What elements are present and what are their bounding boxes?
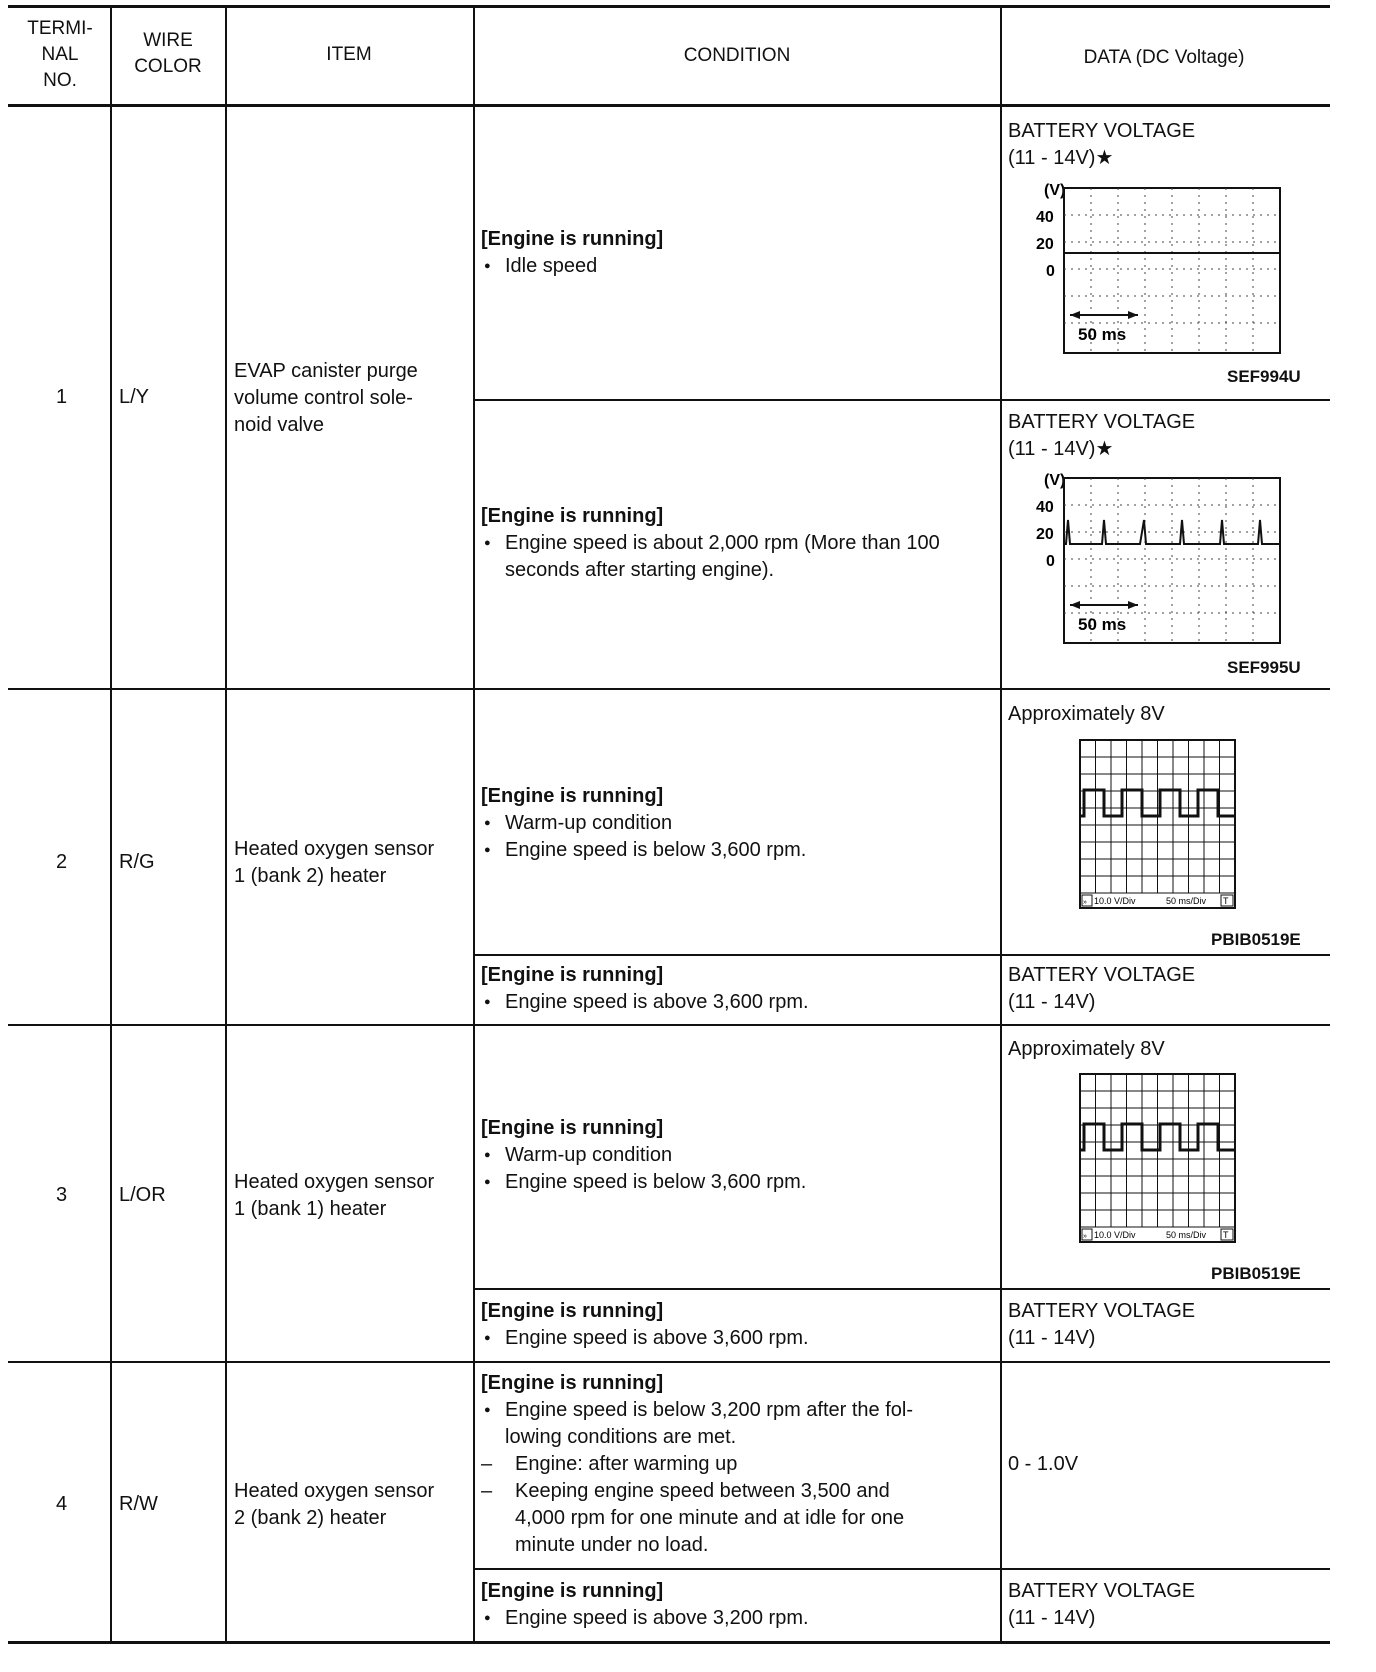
data-2a: Approximately 8V (1008, 703, 1165, 725)
condition-3b: [Engine is running] ● Engine speed is above 3,600 rpm. (481, 1298, 809, 1352)
figure-code-1a: SEF994U (1227, 367, 1301, 386)
item-4: Heated oxygen sensor 2 (bank 2) heater (234, 1480, 435, 1529)
figure-code-3a: PBIB0519E (1211, 1264, 1301, 1283)
rule-row1-split (474, 399, 1330, 401)
terminal-2: 2 (56, 851, 68, 873)
oscilloscope-square-wave-3a (1080, 1074, 1240, 1244)
scope-unit-label: (V) (1044, 472, 1066, 489)
rule-row3-split (474, 1288, 1330, 1290)
col-sep-4 (1000, 5, 1002, 1644)
figure-code-1b: SEF995U (1227, 658, 1301, 677)
scope-tick-40: 40 (1036, 499, 1054, 516)
scope-time-per-div: 50 ms/Div (1166, 896, 1207, 906)
terminal-1: 1 (56, 386, 68, 408)
oscilloscope-trace-1b (1030, 470, 1285, 650)
col-sep-3 (473, 5, 475, 1644)
scope-trigger-label: T (1223, 896, 1229, 906)
condition-4a: [Engine is running] ● Engine speed is below 3,200 rpm after the fol- lowing conditions are met. – Engine: after warming up – Keeping engine speed between 3,500 and 4,000 rpm for one minute and at idle for one minute under no load. (481, 1370, 913, 1559)
condition-1a: [Engine is running] ● Idle speed (481, 226, 663, 280)
wire-2: R/G (119, 851, 155, 873)
header-data: DATA (DC Voltage) (1083, 47, 1245, 68)
oscilloscope-trace-1a (1030, 180, 1285, 360)
scope-tick-20: 20 (1036, 236, 1054, 253)
terminal-3: 3 (56, 1184, 68, 1206)
col-sep-2 (225, 5, 227, 1644)
scope-timebase: 50 ms (1078, 615, 1127, 634)
scope-unit-label: (V) (1044, 182, 1066, 199)
scope-tick-0: 0 (1046, 263, 1055, 280)
rule-row2-split (474, 954, 1330, 956)
rule-header-bottom (8, 104, 1330, 107)
scope-tick-20: 20 (1036, 526, 1054, 543)
scope-timebase: 50 ms (1078, 325, 1127, 344)
svg-text:»: » (1083, 899, 1087, 906)
scope-time-per-div: 50 ms/Div (1166, 1230, 1207, 1240)
col-sep-1 (110, 5, 112, 1644)
item-3: Heated oxygen sensor 1 (bank 1) heater (234, 1171, 435, 1220)
condition-3a: [Engine is running] ● Warm-up condition ● Engine speed is below 3,600 rpm. (481, 1115, 806, 1196)
data-1a: BATTERY VOLTAGE (11 - 14V)★ (1008, 120, 1196, 169)
item-1: EVAP canister purge volume control sole- noid valve (234, 360, 418, 436)
header-terminal-no: TERMI- NAL NO. (27, 18, 93, 91)
header-wire-color: WIRE COLOR (134, 30, 202, 77)
rule-top (8, 5, 1330, 8)
header-item: ITEM (326, 44, 372, 65)
rule-row1-bottom (8, 688, 1330, 690)
scope-volts-per-div: 10.0 V/Div (1094, 896, 1136, 906)
scope-volts-per-div: 10.0 V/Div (1094, 1230, 1136, 1240)
svg-text:»: » (1083, 1233, 1087, 1240)
data-4a: 0 - 1.0V (1008, 1453, 1079, 1475)
condition-4b: [Engine is running] ● Engine speed is above 3,200 rpm. (481, 1578, 809, 1632)
condition-2b: [Engine is running] ● Engine speed is above 3,600 rpm. (481, 962, 809, 1016)
data-1b: BATTERY VOLTAGE (11 - 14V)★ (1008, 411, 1196, 460)
item-2: Heated oxygen sensor 1 (bank 2) heater (234, 838, 435, 887)
rule-row4-split (474, 1568, 1330, 1570)
rule-row2-bottom (8, 1024, 1330, 1026)
wire-4: R/W (119, 1493, 158, 1515)
scope-tick-0: 0 (1046, 553, 1055, 570)
data-3a: Approximately 8V (1008, 1038, 1165, 1060)
condition-1b: [Engine is running] ● Engine speed is about 2,000 rpm (More than 100 seconds after starting engine). (481, 503, 940, 584)
wire-3: L/OR (119, 1184, 166, 1206)
rule-row3-bottom (8, 1361, 1330, 1363)
terminal-4: 4 (56, 1493, 68, 1515)
header-condition: CONDITION (683, 45, 791, 66)
data-3b: BATTERY VOLTAGE (11 - 14V) (1008, 1300, 1196, 1349)
data-4b: BATTERY VOLTAGE (11 - 14V) (1008, 1580, 1196, 1629)
scope-trigger-label: T (1223, 1230, 1229, 1240)
condition-2a: [Engine is running] ● Warm-up condition ● Engine speed is below 3,600 rpm. (481, 783, 806, 864)
oscilloscope-square-wave-2a (1080, 740, 1240, 910)
figure-code-2a: PBIB0519E (1211, 930, 1301, 949)
data-2b: BATTERY VOLTAGE (11 - 14V) (1008, 964, 1196, 1013)
scope-tick-40: 40 (1036, 209, 1054, 226)
wire-1: L/Y (119, 386, 150, 408)
rule-bottom (8, 1641, 1330, 1644)
